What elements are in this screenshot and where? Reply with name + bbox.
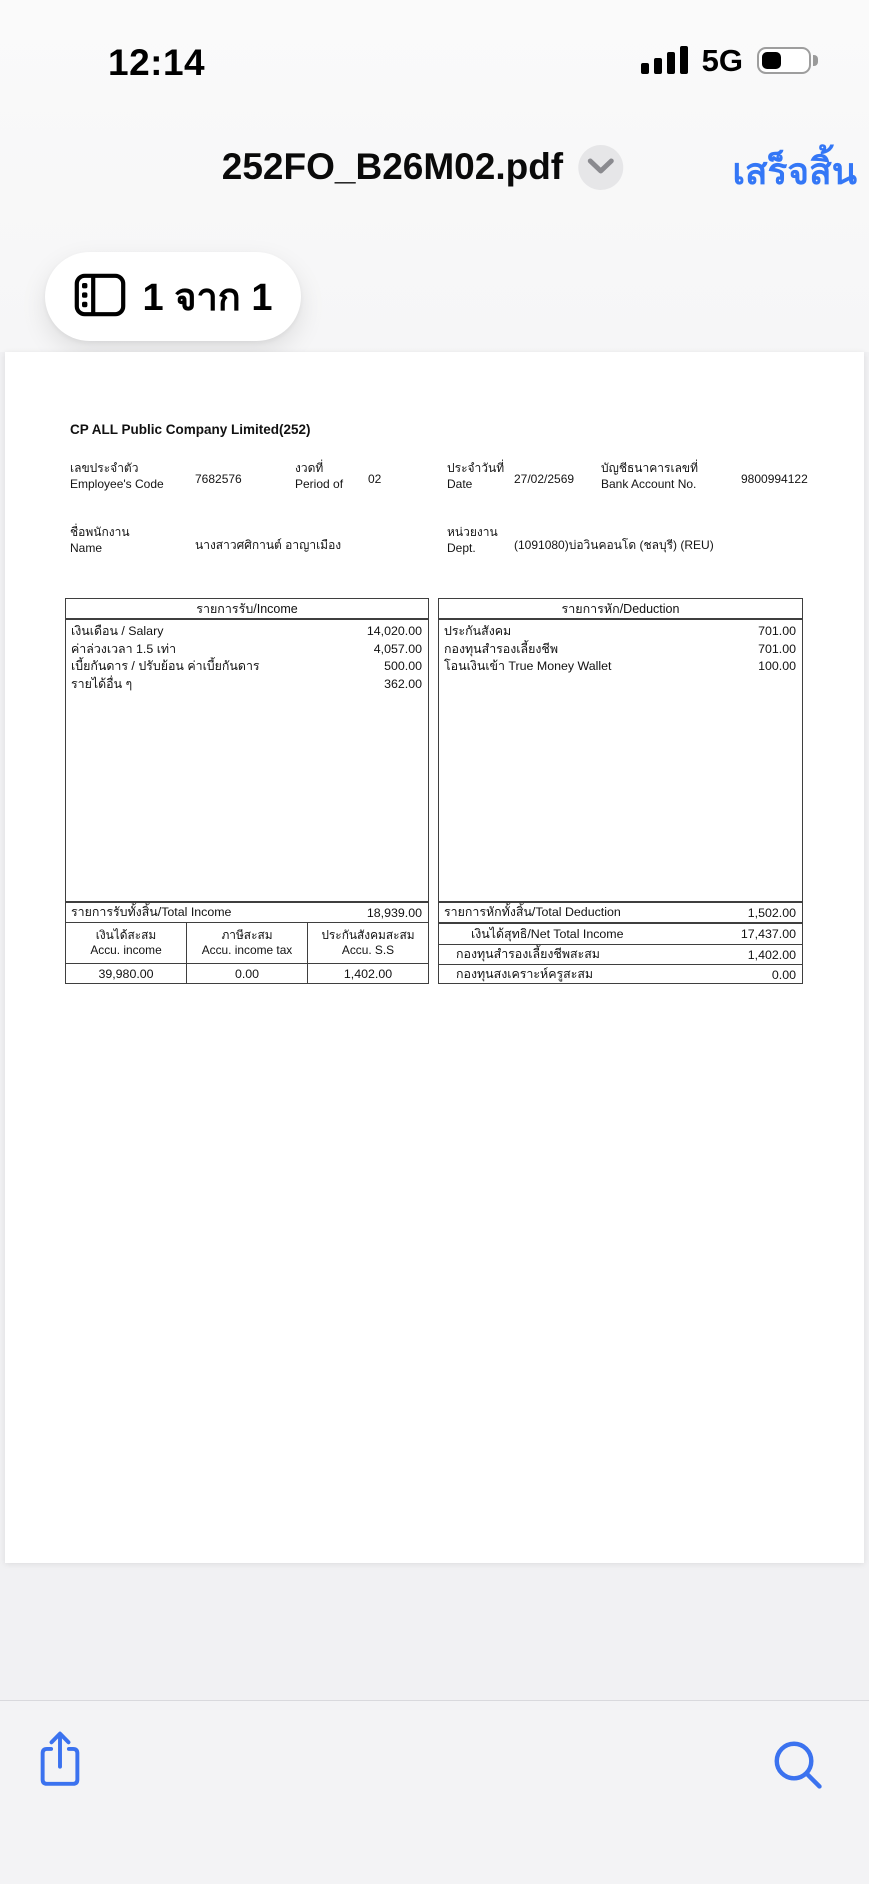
pdf-page[interactable] bbox=[5, 352, 864, 1563]
accu-ss-value: 1,402.00 bbox=[307, 964, 428, 984]
bank-account-label: บัญชีธนาคารเลขที่ Bank Account No. bbox=[601, 461, 699, 491]
deduction-table-body bbox=[439, 620, 802, 901]
dept-value: (1091080)บ่อวินคอนโด (ชลบุรี) (REU) bbox=[514, 538, 714, 552]
income-table-body bbox=[66, 620, 428, 901]
navigation-bar bbox=[0, 136, 869, 198]
page-indicator-pill[interactable] bbox=[45, 252, 301, 341]
total-income-row: รายการรับทั้งสิ้น/Total Income 18,939.00 bbox=[66, 901, 428, 923]
income-table bbox=[65, 598, 429, 984]
deduction-table-header: รายการหัก/Deduction bbox=[439, 599, 802, 620]
done-button[interactable]: เสร็จสิ้น bbox=[732, 142, 857, 201]
total-deduction-row: รายการหักทั้งสิ้น/Total Deduction 1,502.00 bbox=[439, 901, 802, 923]
search-icon bbox=[770, 1781, 826, 1796]
document-title-group bbox=[222, 136, 623, 198]
sidebar-icon bbox=[74, 273, 126, 320]
table-row: โอนเงินเข้า True Money Wallet 100.00 bbox=[444, 659, 796, 673]
period-value: 02 bbox=[368, 472, 382, 486]
battery-icon bbox=[757, 47, 811, 74]
net-total-income-row: เงินได้สุทธิ/Net Total Income 17,437.00 bbox=[439, 923, 802, 944]
employee-name-label: ชื่อพนักงาน Name bbox=[70, 525, 130, 555]
table-row: ค่าล่วงเวลา 1.5 เท่า 4,057.00 bbox=[71, 641, 422, 656]
company-name: CP ALL Public Company Limited(252) bbox=[70, 422, 311, 437]
table-row: กองทุนสำรองเลี้ยงชีพ 701.00 bbox=[444, 641, 796, 656]
cellular-signal-icon bbox=[641, 46, 688, 74]
bank-account-value: 9800994122 bbox=[741, 472, 808, 486]
status-right-cluster bbox=[641, 43, 811, 78]
date-label: ประจำวันที่ Date bbox=[447, 461, 505, 491]
teacher-fund-accu-row: กองทุนสงเคราะห์ครูสะสม 0.00 bbox=[439, 964, 802, 984]
share-icon bbox=[34, 1777, 86, 1792]
employee-code-label: เลขประจำตัว Employee's Code bbox=[70, 461, 164, 491]
employee-name-value: นางสาวศศิกานต์ อาญาเมือง bbox=[195, 538, 342, 552]
accu-ss-header: ประกันสังคมสะสม Accu. S.S bbox=[307, 923, 428, 963]
accu-tax-header: ภาษีสะสม Accu. income tax bbox=[186, 923, 307, 963]
income-table-header: รายการรับ/Income bbox=[66, 599, 428, 620]
status-time: 12:14 bbox=[108, 42, 206, 83]
date-value: 27/02/2569 bbox=[514, 472, 575, 486]
table-row: เงินเดือน / Salary 14,020.00 bbox=[71, 624, 422, 638]
accumulated-values bbox=[66, 963, 428, 984]
provident-fund-accu-row: กองทุนสำรองเลี้ยงชีพสะสม 1,402.00 bbox=[439, 944, 802, 964]
bottom-toolbar bbox=[0, 1700, 869, 1884]
page-indicator-label: 1 จาก 1 bbox=[142, 277, 273, 319]
table-row: รายได้อื่น ๆ 362.00 bbox=[71, 676, 422, 691]
accu-income-value: 39,980.00 bbox=[98, 967, 154, 981]
search-button[interactable] bbox=[770, 1737, 826, 1796]
employee-code-value: 7682576 bbox=[195, 472, 242, 486]
dept-label: หน่วยงาน Dept. bbox=[447, 525, 498, 555]
status-bar bbox=[0, 0, 869, 95]
accu-income-header: เงินได้สะสม Accu. income bbox=[90, 928, 162, 957]
table-row: ประกันสังคม 701.00 bbox=[444, 624, 796, 638]
title-menu-button[interactable] bbox=[578, 145, 623, 190]
table-row: เบี้ยกันดาร / ปรับย้อน ค่าเบี้ยกันดาร 500.00 bbox=[71, 659, 422, 673]
network-type-label: 5G bbox=[701, 43, 743, 78]
accumulated-headers bbox=[66, 923, 428, 963]
deduction-table bbox=[438, 598, 803, 984]
chevron-down-icon bbox=[587, 157, 614, 178]
accu-tax-value: 0.00 bbox=[186, 964, 307, 984]
share-button[interactable] bbox=[34, 1727, 86, 1792]
period-label: งวดที่ Period of bbox=[295, 461, 344, 491]
top-chrome bbox=[0, 0, 869, 352]
document-filename: 252FO_B26M02.pdf bbox=[221, 146, 564, 187]
